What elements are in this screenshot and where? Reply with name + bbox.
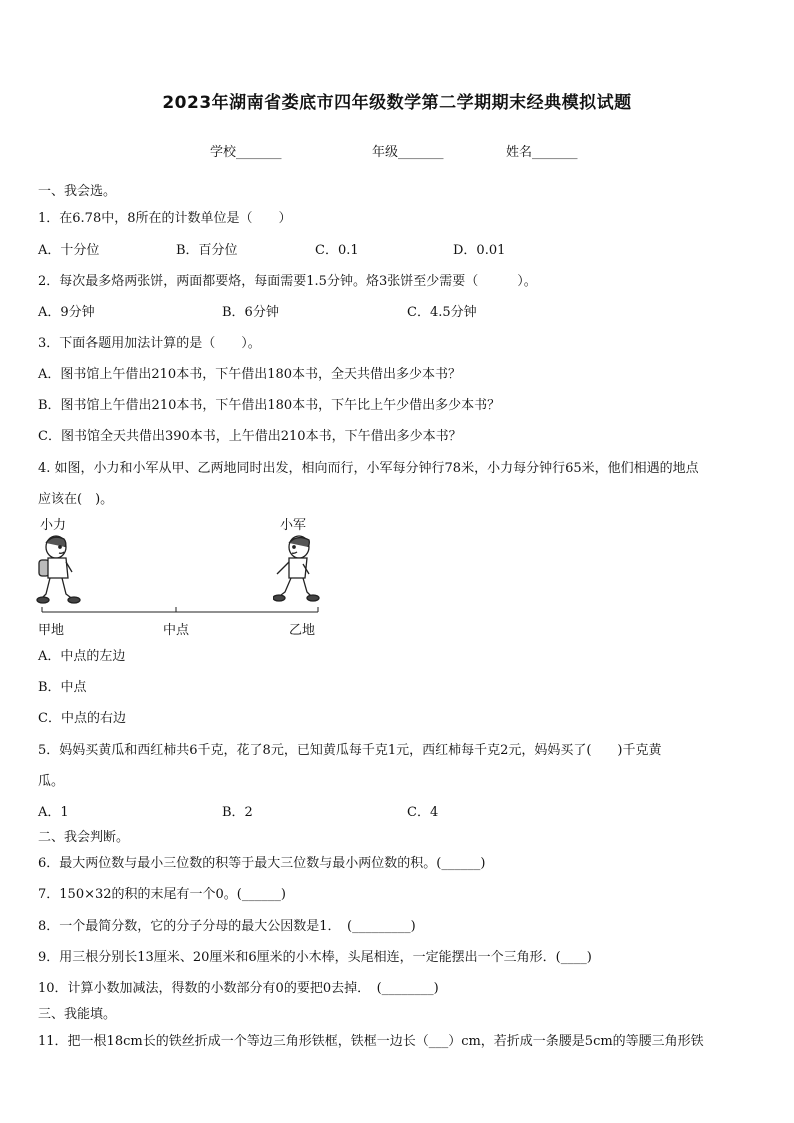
question-3: 3．下面各题用加法计算的是（ ）。 xyxy=(38,336,261,351)
question-4-line-2: 应该在( )。 xyxy=(38,492,114,507)
question-5-line-2: 瓜。 xyxy=(38,774,65,789)
q5-option-a: A．1 xyxy=(38,805,69,820)
name-field: 姓名_______ xyxy=(506,145,578,160)
q5-option-b: B．2 xyxy=(222,805,253,820)
walking-boy-left-icon xyxy=(34,534,82,606)
question-11: 11．把一根18cm长的铁丝折成一个等边三角形铁框，铁框一边长（___）cm，若折成一条腰是5cm的等腰三角形铁 xyxy=(38,1034,704,1049)
question-1: 1．在6.78中，8所在的计数单位是（ ） xyxy=(38,211,292,226)
question-2: 2．每次最多烙两张饼，两面都要烙，每面需要1.5分钟。烙3张饼至少需要（ ）。 xyxy=(38,274,537,289)
figure-label-xiaojun: 小军 xyxy=(280,518,307,533)
q3-option-c: C．图书馆全天共借出390本书，上午借出210本书，下午借出多少本书？ xyxy=(38,429,462,444)
q1-option-a: A．十分位 xyxy=(38,243,100,258)
point-label-mid: 中点 xyxy=(163,623,190,638)
school-field: 学校_______ xyxy=(210,145,282,160)
q1-option-d: D．0.01 xyxy=(453,243,506,258)
question-4-line-1: 4. 如图，小力和小军从甲、乙两地同时出发，相向而行，小军每分钟行78米，小力每分钟行65米，他们相遇的地点 xyxy=(38,461,699,476)
question-6: 6．最大两位数与最小三位数的积等于最大三位数与最小两位数的积。(______) xyxy=(38,856,486,871)
page-title: 2023年湖南省娄底市四年级数学第二学期期末经典模拟试题 xyxy=(162,93,632,113)
q4-option-b: B．中点 xyxy=(38,680,87,695)
section-heading-1: 一、我会选。 xyxy=(38,184,117,199)
q4-option-a: A．中点的左边 xyxy=(38,649,126,664)
q3-option-b: B．图书馆上午借出210本书，下午借出180本书，下午比上午少借出多少本书？ xyxy=(38,398,501,413)
q1-option-c: C．0.1 xyxy=(315,243,359,258)
q4-option-c: C．中点的右边 xyxy=(38,711,126,726)
figure-label-xiaoli: 小力 xyxy=(40,518,67,533)
q3-option-a: A．图书馆上午借出210本书，下午借出180本书，全天共借出多少本书？ xyxy=(38,367,462,382)
question-5-line-1: 5．妈妈买黄瓜和西红柿共6千克，花了8元，已知黄瓜每千克1元，西红柿每千克2元，妈妈买了( )千克黄 xyxy=(38,743,662,758)
point-label-jia: 甲地 xyxy=(38,623,65,638)
grade-field: 年级_______ xyxy=(372,145,444,160)
walking-boy-right-icon xyxy=(273,534,321,606)
question-8: 8．一个最简分数，它的分子分母的最大公因数是1． (_________) xyxy=(38,919,416,934)
q2-option-a: A．9分钟 xyxy=(38,305,95,320)
section-heading-3: 三、我能填。 xyxy=(38,1007,117,1022)
question-7: 7．150×32的积的末尾有一个0。(______) xyxy=(38,887,286,902)
q2-option-c: C．4.5分钟 xyxy=(407,305,477,320)
q1-option-b: B．百分位 xyxy=(176,243,238,258)
q2-option-b: B．6分钟 xyxy=(222,305,279,320)
q5-option-c: C．4 xyxy=(407,805,439,820)
point-label-yi: 乙地 xyxy=(289,623,316,638)
distance-line xyxy=(36,602,326,618)
section-heading-2: 二、我会判断。 xyxy=(38,830,130,845)
question-10: 10．计算小数加减法，得数的小数部分有0的要把0去掉． (________) xyxy=(38,981,439,996)
question-9: 9．用三根分别长13厘米、20厘米和6厘米的小木棒，头尾相连，一定能摆出一个三角形．(____) xyxy=(38,950,592,965)
